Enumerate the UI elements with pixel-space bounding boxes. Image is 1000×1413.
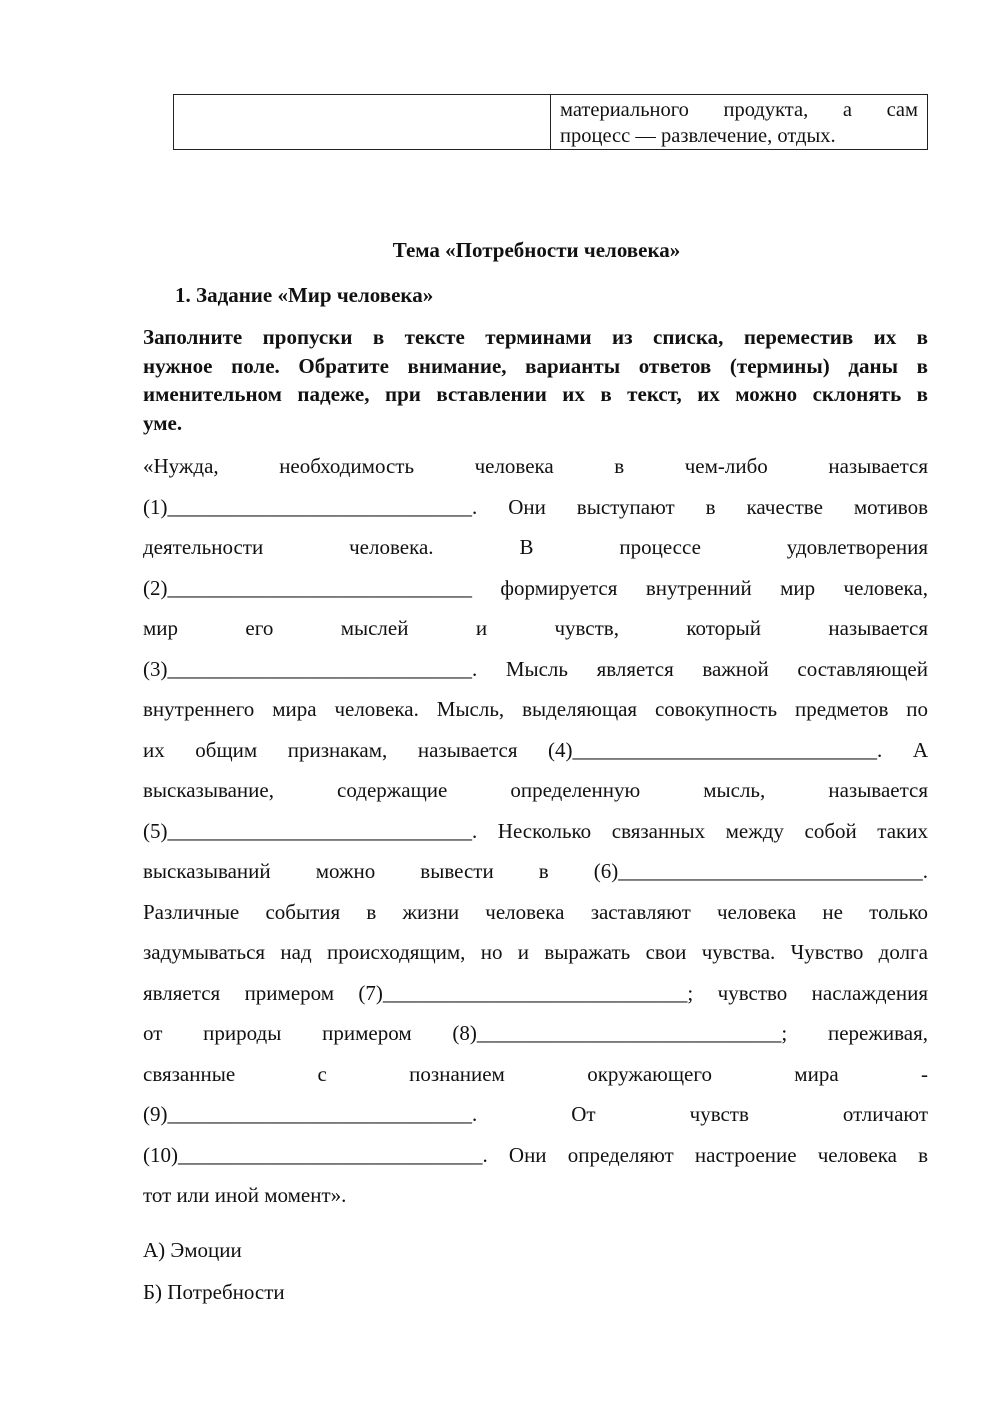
text-line-blank-5: (5)_____________________________. Несколько связанных между собой таких <box>143 818 928 843</box>
text-line: тот или иной момент». <box>143 1183 347 1207</box>
text-line: связанные с познанием окружающего мира - <box>143 1061 928 1086</box>
text-line-blank-2: (2)_____________________________ формируется внутренний мир человека, <box>143 575 928 600</box>
instruction-line: нужное поле. Обратите внимание, варианты ответов (термины) даны в <box>143 353 928 378</box>
table-row <box>174 95 928 150</box>
text-line-blank-1: (1)_____________________________. Они выступают в качестве мотивов <box>143 494 928 519</box>
fill-in-text <box>143 450 928 1220</box>
text-line-blank-10: (10)_____________________________. Они определяют настроение человека в <box>143 1142 928 1167</box>
table-cell-line: материального продукта, а сам <box>560 99 918 121</box>
task-title: 1. Задание «Мир человека» <box>175 283 434 307</box>
text-line-blank-6: высказываний можно вывести в (6)_____________________________. <box>143 859 928 883</box>
text-line: «Нужда, необходимость человека в чем-либо называется <box>143 454 928 478</box>
table-cell-line: процесс — развлечение, отдых. <box>560 125 836 147</box>
text-line: высказывание, содержащие определенную мысль, называется <box>143 778 928 802</box>
text-line: деятельности человека. В процессе удовлетворения <box>143 535 928 559</box>
text-line-blank-9: (9)_____________________________. От чувств отличают <box>143 1102 928 1126</box>
text-line-blank-4: их общим признакам, называется (4)_____________________________. А <box>143 737 928 762</box>
table-cell-empty <box>174 95 551 150</box>
text-line: задумываться над происходящим, но и выражать свои чувства. Чувство долга <box>143 940 928 964</box>
text-line-blank-8: от природы примером (8)_____________________________; переживая, <box>143 1021 928 1045</box>
text-line: мир его мыслей и чувств, который называется <box>143 616 928 640</box>
table-cell-text <box>551 95 928 150</box>
instruction-line: Заполните пропуски в тексте терминами из списка, переместив их в <box>143 325 928 349</box>
continued-table <box>173 94 928 150</box>
text-line: Различные события в жизни человека заставляют человека не только <box>143 899 928 924</box>
option-item[interactable]: Б) Потребности <box>143 1280 285 1304</box>
task-instruction <box>143 323 928 437</box>
text-line-blank-3: (3)_____________________________. Мысль является важной составляющей <box>143 656 928 681</box>
instruction-line: именительном падеже, при вставлении их в текст, их можно склонять в <box>143 382 928 406</box>
topic-title: Тема «Потребности человека» <box>392 238 681 262</box>
option-item[interactable]: А) Эмоции <box>143 1238 242 1262</box>
instruction-line: уме. <box>143 410 183 435</box>
answer-options <box>143 1234 285 1318</box>
text-line-blank-7: является примером (7)_____________________________; чувство наслаждения <box>143 980 928 1005</box>
text-line: внутреннего мира человека. Мысль, выделяющая совокупность предметов по <box>143 697 928 721</box>
